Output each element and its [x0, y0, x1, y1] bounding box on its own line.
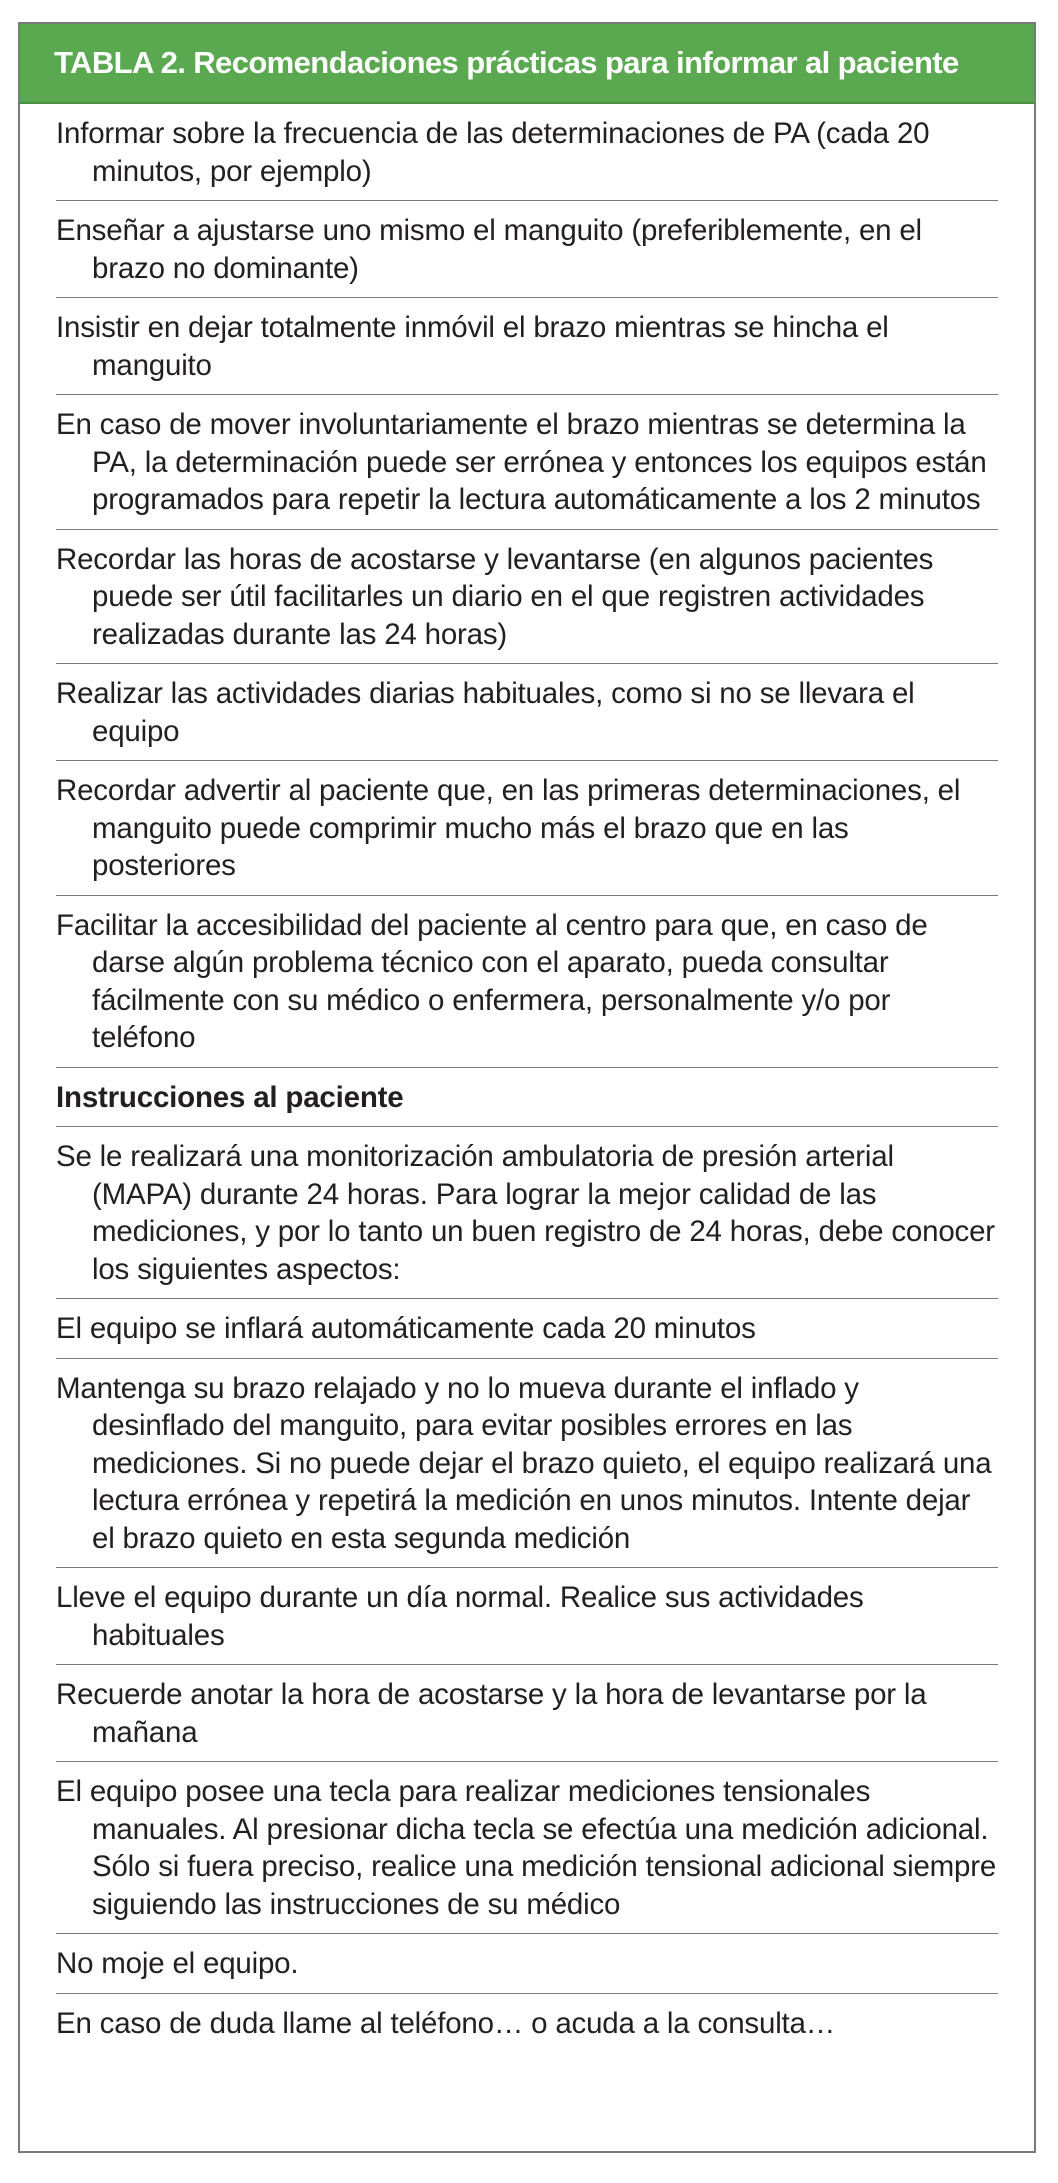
table-row	[56, 1359, 998, 1569]
recommendations-table	[18, 22, 1036, 2153]
row-text: Informar sobre la frecuencia de las determinaciones de PA (cada 20 minutos, por ejemplo)	[56, 117, 930, 188]
row-text: En caso de mover involuntariamente el brazo mientras se determina la PA, la determinación puede ser errónea y entonces los equipos están programados para repetir la lectura automáticamente a los 2 minutos	[56, 408, 987, 516]
table-row	[56, 1934, 998, 1994]
row-text: Recordar advertir al paciente que, en las primeras determinaciones, el manguito puede comprimir mucho más el brazo que en las posteriores	[56, 774, 961, 882]
table-row	[56, 1127, 998, 1299]
table-row	[56, 1994, 998, 2053]
row-text: Se le realizará una monitorización ambulatoria de presión arterial (MAPA) durante 24 horas. Para lograr la mejor calidad de las mediciones, y por lo tanto un buen registro de 24 horas, debe conocer los siguientes aspectos:	[56, 1140, 995, 1286]
table-row	[56, 896, 998, 1068]
table-title: TABLA 2. Recomendaciones prácticas para informar al paciente	[54, 45, 959, 80]
table-row	[56, 104, 998, 201]
row-text: No moje el equipo.	[56, 1947, 299, 1980]
table-row	[56, 298, 998, 395]
row-text: Facilitar la accesibilidad del paciente al centro para que, en caso de darse algún problema técnico con el aparato, pueda consultar fácilmente con su médico o enfermera, personalmente y/o por teléfono	[56, 908, 928, 1054]
row-text: Insistir en dejar totalmente inmóvil el brazo mientras se hincha el manguito	[56, 311, 889, 382]
row-text: Recuerde anotar la hora de acostarse y la hora de levantarse por la mañana	[56, 1678, 927, 1749]
table-row	[56, 1299, 998, 1359]
table-row	[56, 530, 998, 665]
row-text: El equipo se inflará automáticamente cada 20 minutos	[56, 1312, 756, 1345]
table-row	[56, 664, 998, 761]
table-header	[20, 24, 1034, 104]
row-text: El equipo posee una tecla para realizar mediciones tensionales manuales. Al presionar dicha tecla se efectúa una medición adicional. Sólo si fuera preciso, realice una medición tensional adicional siempre siguiendo las instrucciones de su médico	[56, 1775, 997, 1921]
table-row	[56, 1665, 998, 1762]
table-row	[56, 395, 998, 530]
table-row	[56, 201, 998, 298]
row-text: En caso de duda llame al teléfono… o acuda a la consulta…	[56, 2006, 836, 2040]
table-row	[56, 1568, 998, 1665]
row-text: Enseñar a ajustarse uno mismo el manguito (preferiblemente, en el brazo no dominante)	[56, 214, 922, 285]
table-body	[20, 104, 1034, 2052]
row-text: Lleve el equipo durante un día normal. Realice sus actividades habituales	[56, 1581, 864, 1652]
row-text: Mantenga su brazo relajado y no lo mueva durante el inflado y desinflado del manguito, para evitar posibles errores en las mediciones. Si no puede dejar el brazo quieto, el equipo realizará una lectura errónea y repetirá la medición en unos minutos. Intente dejar el brazo quieto en esta segunda medición	[56, 1371, 992, 1555]
section-heading-row	[56, 1068, 998, 1128]
section-heading: Instrucciones al paciente	[56, 1080, 404, 1114]
row-text: Realizar las actividades diarias habituales, como si no se llevara el equipo	[56, 677, 915, 748]
table-row	[56, 761, 998, 896]
row-text: Recordar las horas de acostarse y levantarse (en algunos pacientes puede ser útil facilitarles un diario en el que registren actividades realizadas durante las 24 horas)	[56, 542, 934, 651]
table-row	[56, 1762, 998, 1934]
